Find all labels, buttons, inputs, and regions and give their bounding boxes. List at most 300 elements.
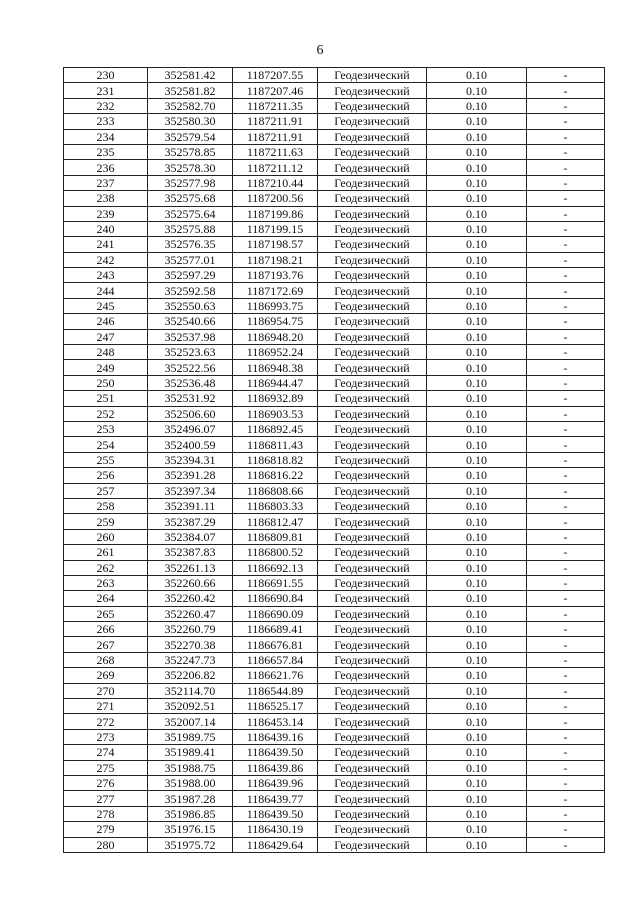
y-coordinate-cell: 1186954.75 [233, 314, 318, 329]
accuracy-cell: 0.10 [427, 714, 527, 729]
accuracy-cell: 0.10 [427, 498, 527, 513]
table-row [64, 298, 605, 313]
note-cell: - [527, 298, 605, 313]
point-number-cell: 232 [64, 98, 148, 113]
method-cell: Геодезический [318, 514, 427, 529]
y-coordinate-cell: 1187198.21 [233, 252, 318, 267]
table-row [64, 68, 605, 83]
y-coordinate-cell: 1186430.19 [233, 822, 318, 837]
y-coordinate-cell: 1186811.43 [233, 437, 318, 452]
point-number-cell: 253 [64, 421, 148, 436]
note-cell: - [527, 683, 605, 698]
note-cell: - [527, 822, 605, 837]
point-number-cell: 247 [64, 329, 148, 344]
accuracy-cell: 0.10 [427, 68, 527, 83]
page-number: 6 [316, 43, 324, 58]
x-coordinate-cell: 352206.82 [148, 668, 233, 683]
accuracy-cell: 0.10 [427, 375, 527, 390]
point-number-cell: 252 [64, 406, 148, 421]
method-cell: Геодезический [318, 560, 427, 575]
point-number-cell: 244 [64, 283, 148, 298]
accuracy-cell: 0.10 [427, 806, 527, 821]
y-coordinate-cell: 1186439.16 [233, 729, 318, 744]
method-cell: Геодезический [318, 452, 427, 467]
table-row [64, 98, 605, 113]
point-number-cell: 267 [64, 637, 148, 652]
note-cell: - [527, 637, 605, 652]
y-coordinate-cell: 1186439.77 [233, 791, 318, 806]
point-number-cell: 239 [64, 206, 148, 221]
x-coordinate-cell: 352523.63 [148, 345, 233, 360]
y-coordinate-cell: 1187211.35 [233, 98, 318, 113]
point-number-cell: 235 [64, 144, 148, 159]
method-cell: Геодезический [318, 114, 427, 129]
x-coordinate-cell: 352394.31 [148, 452, 233, 467]
accuracy-cell: 0.10 [427, 129, 527, 144]
y-coordinate-cell: 1186948.38 [233, 360, 318, 375]
note-cell: - [527, 760, 605, 775]
point-number-cell: 254 [64, 437, 148, 452]
point-number-cell: 249 [64, 360, 148, 375]
point-number-cell: 250 [64, 375, 148, 390]
method-cell: Геодезический [318, 68, 427, 83]
note-cell: - [527, 745, 605, 760]
y-coordinate-cell: 1186691.55 [233, 575, 318, 590]
y-coordinate-cell: 1187207.46 [233, 83, 318, 98]
method-cell: Геодезический [318, 575, 427, 590]
note-cell: - [527, 98, 605, 113]
table-row [64, 560, 605, 575]
accuracy-cell: 0.10 [427, 421, 527, 436]
note-cell: - [527, 452, 605, 467]
table-row [64, 668, 605, 683]
method-cell: Геодезический [318, 375, 427, 390]
method-cell: Геодезический [318, 314, 427, 329]
y-coordinate-cell: 1186993.75 [233, 298, 318, 313]
x-coordinate-cell: 352575.88 [148, 221, 233, 236]
note-cell: - [527, 421, 605, 436]
point-number-cell: 256 [64, 468, 148, 483]
point-number-cell: 270 [64, 683, 148, 698]
note-cell: - [527, 191, 605, 206]
x-coordinate-cell: 352092.51 [148, 699, 233, 714]
method-cell: Геодезический [318, 483, 427, 498]
x-coordinate-cell: 352384.07 [148, 529, 233, 544]
x-coordinate-cell: 352260.66 [148, 575, 233, 590]
method-cell: Геодезический [318, 837, 427, 852]
x-coordinate-cell: 352387.83 [148, 545, 233, 560]
point-number-cell: 261 [64, 545, 148, 560]
table-row [64, 545, 605, 560]
method-cell: Геодезический [318, 606, 427, 621]
method-cell: Геодезический [318, 144, 427, 159]
accuracy-cell: 0.10 [427, 437, 527, 452]
note-cell: - [527, 83, 605, 98]
x-coordinate-cell: 352261.13 [148, 560, 233, 575]
x-coordinate-cell: 352581.42 [148, 68, 233, 83]
accuracy-cell: 0.10 [427, 637, 527, 652]
x-coordinate-cell: 351989.41 [148, 745, 233, 760]
accuracy-cell: 0.10 [427, 729, 527, 744]
table-row [64, 591, 605, 606]
method-cell: Геодезический [318, 252, 427, 267]
x-coordinate-cell: 351988.00 [148, 775, 233, 790]
note-cell: - [527, 806, 605, 821]
x-coordinate-cell: 351987.28 [148, 791, 233, 806]
method-cell: Геодезический [318, 729, 427, 744]
y-coordinate-cell: 1187211.91 [233, 129, 318, 144]
method-cell: Геодезический [318, 468, 427, 483]
accuracy-cell: 0.10 [427, 745, 527, 760]
x-coordinate-cell: 352397.34 [148, 483, 233, 498]
accuracy-cell: 0.10 [427, 298, 527, 313]
y-coordinate-cell: 1186800.52 [233, 545, 318, 560]
x-coordinate-cell: 352260.42 [148, 591, 233, 606]
note-cell: - [527, 791, 605, 806]
method-cell: Геодезический [318, 683, 427, 698]
table-row [64, 437, 605, 452]
y-coordinate-cell: 1186689.41 [233, 622, 318, 637]
y-coordinate-cell: 1187211.12 [233, 160, 318, 175]
x-coordinate-cell: 351975.72 [148, 837, 233, 852]
point-number-cell: 278 [64, 806, 148, 821]
note-cell: - [527, 775, 605, 790]
method-cell: Геодезический [318, 822, 427, 837]
method-cell: Геодезический [318, 406, 427, 421]
method-cell: Геодезический [318, 421, 427, 436]
x-coordinate-cell: 352007.14 [148, 714, 233, 729]
table-row [64, 606, 605, 621]
x-coordinate-cell: 352575.68 [148, 191, 233, 206]
method-cell: Геодезический [318, 714, 427, 729]
accuracy-cell: 0.10 [427, 683, 527, 698]
note-cell: - [527, 437, 605, 452]
y-coordinate-cell: 1186453.14 [233, 714, 318, 729]
table-row [64, 575, 605, 590]
x-coordinate-cell: 352387.29 [148, 514, 233, 529]
x-coordinate-cell: 352270.38 [148, 637, 233, 652]
point-number-cell: 260 [64, 529, 148, 544]
note-cell: - [527, 206, 605, 221]
y-coordinate-cell: 1187198.57 [233, 237, 318, 252]
y-coordinate-cell: 1187193.76 [233, 268, 318, 283]
x-coordinate-cell: 352576.35 [148, 237, 233, 252]
note-cell: - [527, 837, 605, 852]
method-cell: Геодезический [318, 622, 427, 637]
method-cell: Геодезический [318, 652, 427, 667]
accuracy-cell: 0.10 [427, 329, 527, 344]
y-coordinate-cell: 1186690.09 [233, 606, 318, 621]
coordinates-table-body [64, 68, 605, 853]
accuracy-cell: 0.10 [427, 83, 527, 98]
note-cell: - [527, 283, 605, 298]
table-row [64, 683, 605, 698]
note-cell: - [527, 468, 605, 483]
table-row [64, 452, 605, 467]
point-number-cell: 240 [64, 221, 148, 236]
method-cell: Геодезический [318, 591, 427, 606]
accuracy-cell: 0.10 [427, 837, 527, 852]
method-cell: Геодезический [318, 129, 427, 144]
table-row [64, 760, 605, 775]
method-cell: Геодезический [318, 637, 427, 652]
x-coordinate-cell: 352578.85 [148, 144, 233, 159]
x-coordinate-cell: 352550.63 [148, 298, 233, 313]
table-row [64, 237, 605, 252]
x-coordinate-cell: 351986.85 [148, 806, 233, 821]
table-row [64, 191, 605, 206]
table-row [64, 129, 605, 144]
table-row [64, 283, 605, 298]
table-row [64, 175, 605, 190]
accuracy-cell: 0.10 [427, 791, 527, 806]
x-coordinate-cell: 352577.98 [148, 175, 233, 190]
table-row [64, 729, 605, 744]
point-number-cell: 277 [64, 791, 148, 806]
method-cell: Геодезический [318, 175, 427, 190]
point-number-cell: 259 [64, 514, 148, 529]
table-row [64, 837, 605, 852]
y-coordinate-cell: 1186809.81 [233, 529, 318, 544]
y-coordinate-cell: 1186808.66 [233, 483, 318, 498]
accuracy-cell: 0.10 [427, 268, 527, 283]
point-number-cell: 272 [64, 714, 148, 729]
x-coordinate-cell: 352247.73 [148, 652, 233, 667]
note-cell: - [527, 252, 605, 267]
accuracy-cell: 0.10 [427, 314, 527, 329]
x-coordinate-cell: 352577.01 [148, 252, 233, 267]
table-row [64, 652, 605, 667]
table-row [64, 360, 605, 375]
x-coordinate-cell: 352536.48 [148, 375, 233, 390]
note-cell: - [527, 314, 605, 329]
point-number-cell: 262 [64, 560, 148, 575]
table-row [64, 406, 605, 421]
x-coordinate-cell: 352592.58 [148, 283, 233, 298]
method-cell: Геодезический [318, 775, 427, 790]
table-row [64, 345, 605, 360]
accuracy-cell: 0.10 [427, 160, 527, 175]
table-row [64, 160, 605, 175]
point-number-cell: 275 [64, 760, 148, 775]
accuracy-cell: 0.10 [427, 206, 527, 221]
point-number-cell: 271 [64, 699, 148, 714]
note-cell: - [527, 529, 605, 544]
y-coordinate-cell: 1187199.15 [233, 221, 318, 236]
note-cell: - [527, 575, 605, 590]
point-number-cell: 245 [64, 298, 148, 313]
y-coordinate-cell: 1186948.20 [233, 329, 318, 344]
y-coordinate-cell: 1187207.55 [233, 68, 318, 83]
method-cell: Геодезический [318, 437, 427, 452]
accuracy-cell: 0.10 [427, 483, 527, 498]
y-coordinate-cell: 1186525.17 [233, 699, 318, 714]
method-cell: Геодезический [318, 806, 427, 821]
point-number-cell: 234 [64, 129, 148, 144]
method-cell: Геодезический [318, 160, 427, 175]
point-number-cell: 242 [64, 252, 148, 267]
point-number-cell: 238 [64, 191, 148, 206]
method-cell: Геодезический [318, 699, 427, 714]
y-coordinate-cell: 1186676.81 [233, 637, 318, 652]
table-row [64, 622, 605, 637]
point-number-cell: 269 [64, 668, 148, 683]
table-row [64, 421, 605, 436]
y-coordinate-cell: 1187172.69 [233, 283, 318, 298]
point-number-cell: 280 [64, 837, 148, 852]
method-cell: Геодезический [318, 329, 427, 344]
y-coordinate-cell: 1186812.47 [233, 514, 318, 529]
y-coordinate-cell: 1186952.24 [233, 345, 318, 360]
table-row [64, 114, 605, 129]
accuracy-cell: 0.10 [427, 652, 527, 667]
table-row [64, 775, 605, 790]
note-cell: - [527, 714, 605, 729]
accuracy-cell: 0.10 [427, 345, 527, 360]
point-number-cell: 243 [64, 268, 148, 283]
table-row [64, 329, 605, 344]
note-cell: - [527, 560, 605, 575]
x-coordinate-cell: 352579.54 [148, 129, 233, 144]
y-coordinate-cell: 1187200.56 [233, 191, 318, 206]
table-row [64, 791, 605, 806]
y-coordinate-cell: 1186932.89 [233, 391, 318, 406]
note-cell: - [527, 68, 605, 83]
note-cell: - [527, 360, 605, 375]
method-cell: Геодезический [318, 221, 427, 236]
point-number-cell: 264 [64, 591, 148, 606]
method-cell: Геодезический [318, 83, 427, 98]
accuracy-cell: 0.10 [427, 191, 527, 206]
point-number-cell: 279 [64, 822, 148, 837]
accuracy-cell: 0.10 [427, 237, 527, 252]
x-coordinate-cell: 352597.29 [148, 268, 233, 283]
y-coordinate-cell: 1186657.84 [233, 652, 318, 667]
point-number-cell: 231 [64, 83, 148, 98]
method-cell: Геодезический [318, 268, 427, 283]
accuracy-cell: 0.10 [427, 545, 527, 560]
point-number-cell: 273 [64, 729, 148, 744]
accuracy-cell: 0.10 [427, 514, 527, 529]
method-cell: Геодезический [318, 391, 427, 406]
x-coordinate-cell: 352575.64 [148, 206, 233, 221]
table-row [64, 83, 605, 98]
point-number-cell: 263 [64, 575, 148, 590]
table-row [64, 314, 605, 329]
table-row [64, 391, 605, 406]
note-cell: - [527, 668, 605, 683]
y-coordinate-cell: 1187211.91 [233, 114, 318, 129]
accuracy-cell: 0.10 [427, 144, 527, 159]
x-coordinate-cell: 352580.30 [148, 114, 233, 129]
table-row [64, 252, 605, 267]
accuracy-cell: 0.10 [427, 606, 527, 621]
x-coordinate-cell: 352582.70 [148, 98, 233, 113]
note-cell: - [527, 391, 605, 406]
table-row [64, 514, 605, 529]
y-coordinate-cell: 1186803.33 [233, 498, 318, 513]
note-cell: - [527, 237, 605, 252]
method-cell: Геодезический [318, 498, 427, 513]
x-coordinate-cell: 352540.66 [148, 314, 233, 329]
x-coordinate-cell: 352391.28 [148, 468, 233, 483]
note-cell: - [527, 498, 605, 513]
point-number-cell: 246 [64, 314, 148, 329]
table-row [64, 221, 605, 236]
accuracy-cell: 0.10 [427, 283, 527, 298]
x-coordinate-cell: 352391.11 [148, 498, 233, 513]
y-coordinate-cell: 1187199.86 [233, 206, 318, 221]
y-coordinate-cell: 1186818.82 [233, 452, 318, 467]
point-number-cell: 255 [64, 452, 148, 467]
y-coordinate-cell: 1186892.45 [233, 421, 318, 436]
x-coordinate-cell: 352496.07 [148, 421, 233, 436]
point-number-cell: 276 [64, 775, 148, 790]
y-coordinate-cell: 1186690.84 [233, 591, 318, 606]
accuracy-cell: 0.10 [427, 175, 527, 190]
note-cell: - [527, 545, 605, 560]
note-cell: - [527, 591, 605, 606]
note-cell: - [527, 221, 605, 236]
method-cell: Геодезический [318, 283, 427, 298]
accuracy-cell: 0.10 [427, 452, 527, 467]
y-coordinate-cell: 1187210.44 [233, 175, 318, 190]
y-coordinate-cell: 1186692.13 [233, 560, 318, 575]
table-row [64, 206, 605, 221]
table-row [64, 822, 605, 837]
accuracy-cell: 0.10 [427, 668, 527, 683]
note-cell: - [527, 175, 605, 190]
point-number-cell: 248 [64, 345, 148, 360]
point-number-cell: 266 [64, 622, 148, 637]
note-cell: - [527, 699, 605, 714]
point-number-cell: 274 [64, 745, 148, 760]
method-cell: Геодезический [318, 529, 427, 544]
method-cell: Геодезический [318, 237, 427, 252]
x-coordinate-cell: 352537.98 [148, 329, 233, 344]
method-cell: Геодезический [318, 298, 427, 313]
note-cell: - [527, 144, 605, 159]
y-coordinate-cell: 1186439.96 [233, 775, 318, 790]
table-row [64, 637, 605, 652]
point-number-cell: 258 [64, 498, 148, 513]
x-coordinate-cell: 352578.30 [148, 160, 233, 175]
table-row [64, 699, 605, 714]
accuracy-cell: 0.10 [427, 699, 527, 714]
method-cell: Геодезический [318, 191, 427, 206]
accuracy-cell: 0.10 [427, 468, 527, 483]
table-row [64, 268, 605, 283]
table-row [64, 806, 605, 821]
accuracy-cell: 0.10 [427, 775, 527, 790]
y-coordinate-cell: 1186439.50 [233, 806, 318, 821]
note-cell: - [527, 114, 605, 129]
method-cell: Геодезический [318, 545, 427, 560]
method-cell: Геодезический [318, 745, 427, 760]
x-coordinate-cell: 351988.75 [148, 760, 233, 775]
table-row [64, 745, 605, 760]
note-cell: - [527, 729, 605, 744]
accuracy-cell: 0.10 [427, 360, 527, 375]
y-coordinate-cell: 1186439.50 [233, 745, 318, 760]
x-coordinate-cell: 352531.92 [148, 391, 233, 406]
note-cell: - [527, 606, 605, 621]
table-row [64, 498, 605, 513]
y-coordinate-cell: 1186621.76 [233, 668, 318, 683]
note-cell: - [527, 652, 605, 667]
point-number-cell: 237 [64, 175, 148, 190]
note-cell: - [527, 129, 605, 144]
